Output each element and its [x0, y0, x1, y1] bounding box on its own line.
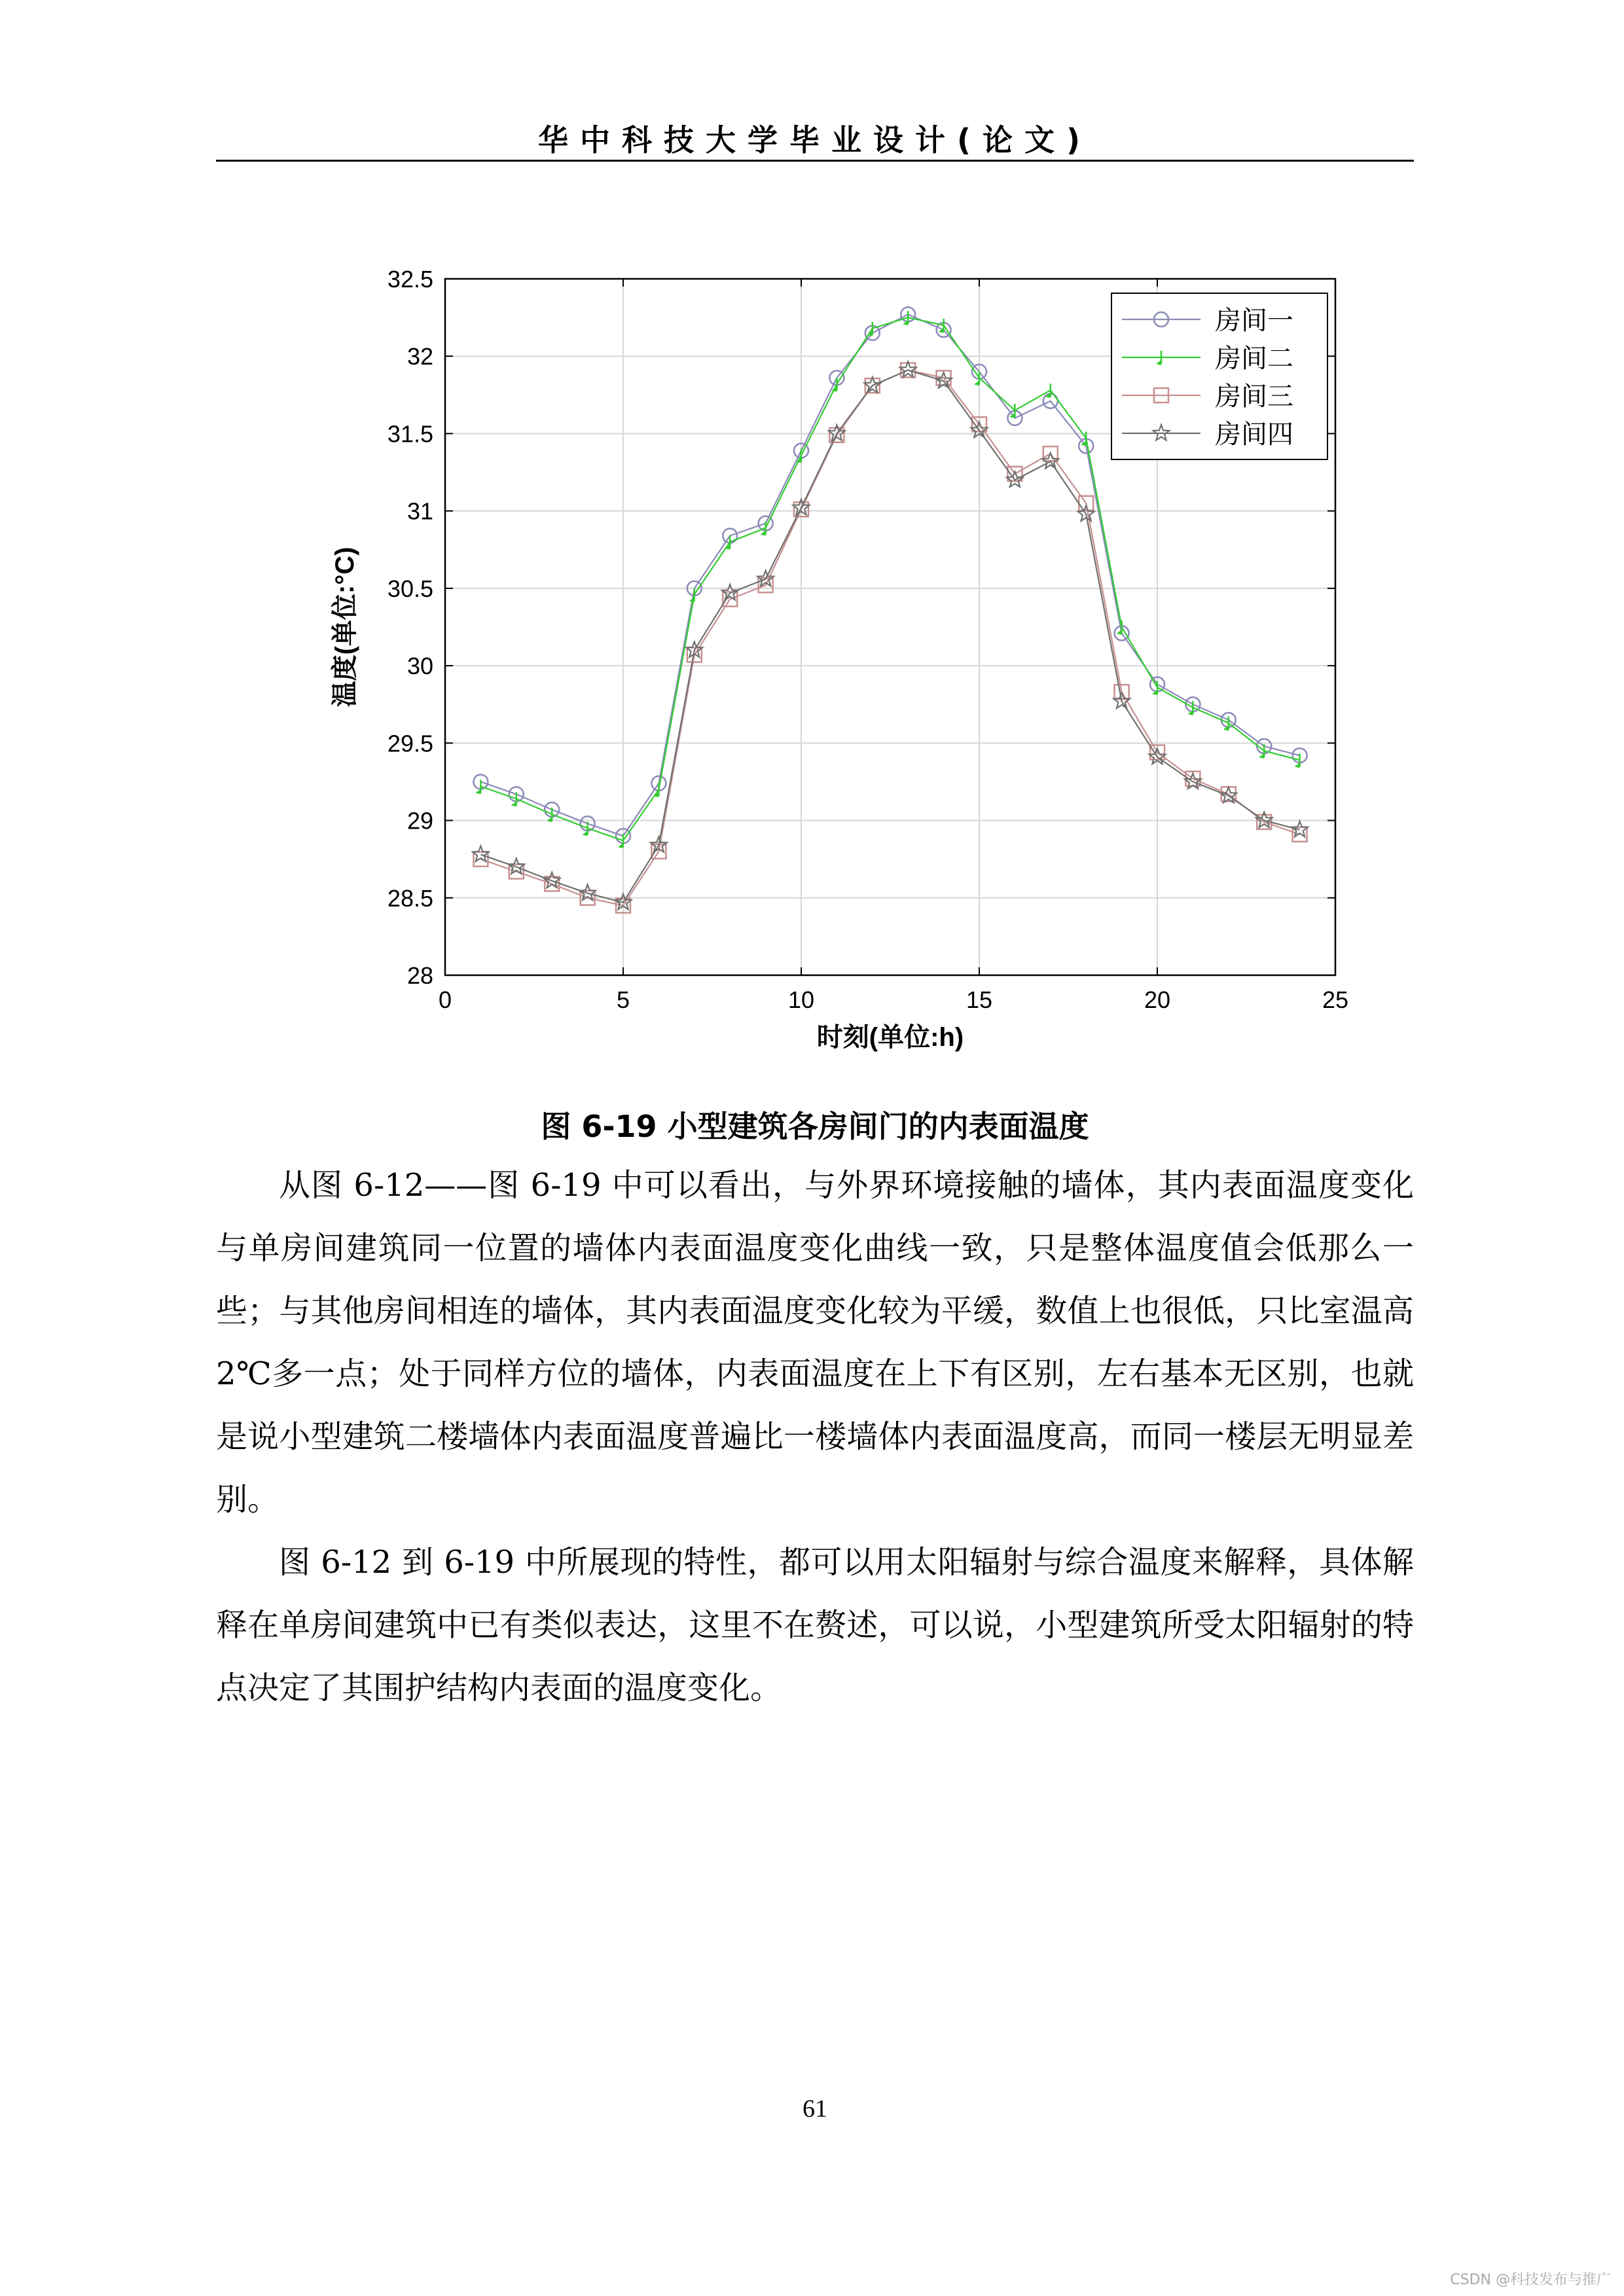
figure-chart: [314, 255, 1375, 1067]
y-tick-label: 30: [406, 653, 433, 680]
x-tick-label: 25: [1322, 986, 1349, 1013]
figure-caption: 图 6-19 小型建筑各房间门的内表面温度: [541, 1109, 1089, 1144]
running-header: 华中科技大学毕业设计(论文): [537, 122, 1092, 158]
legend-label: 房间四: [1215, 420, 1293, 449]
y-tick-label: 31.5: [387, 420, 433, 448]
body-paragraph-2: 图 6-12 到 6-19 中所展现的特性，都可以用太阳辐射与综合温度来解释，具体解释在单房间建筑中已有类似表达，这里不在赘述，可以说，小型建筑所受太阳辐射的特点决定了其围护结构内表面的温度变化。: [216, 1544, 1414, 1706]
temperature-chart-svg: [314, 255, 1375, 1067]
x-tick-label: 15: [965, 986, 993, 1013]
x-tick-label: 20: [1144, 986, 1171, 1013]
legend-label: 房间一: [1215, 306, 1293, 335]
y-tick-label: 31: [406, 497, 433, 525]
legend-label: 房间三: [1215, 382, 1293, 411]
legend: [1111, 293, 1327, 459]
legend-label: 房间二: [1215, 344, 1293, 373]
y-tick-label: 32.5: [387, 266, 433, 293]
watermark: CSDN @科技发布与推广: [1450, 2272, 1611, 2288]
x-tick-label: 5: [616, 986, 630, 1013]
x-tick-label: 0: [438, 986, 452, 1013]
y-tick-label: 30.5: [387, 575, 433, 602]
y-tick-label: 32: [406, 343, 433, 370]
y-tick-label: 29: [406, 807, 433, 834]
header-rule: [216, 160, 1414, 162]
y-axis-label: 温度(单位:°C): [331, 547, 359, 708]
x-tick-label: 10: [787, 986, 815, 1013]
y-tick-label: 28.5: [387, 884, 433, 912]
body-paragraph-1: 从图 6-12——图 6-19 中可以看出，与外界环境接触的墙体，其内表面温度变化与单房间建筑同一位置的墙体内表面温度变化曲线一致，只是整体温度值会低那么一些；与其他房间相连的墙体，其内表面温度变化较为平缓，数值上也很低，只比室温高 2℃多一点；处于同样方位的墙体，内表面温度在上下有区别，左右基本无区别，也就是说小型建筑二楼墙体内表面温度普遍比一楼墙体内表面温度高，而同一楼层无明显差别。: [216, 1167, 1414, 1518]
y-tick-label: 29.5: [387, 730, 433, 757]
x-axis-label: 时刻(单位:h): [816, 1023, 964, 1052]
page-number: 61: [803, 2095, 827, 2123]
y-tick-label: 28: [406, 962, 433, 989]
